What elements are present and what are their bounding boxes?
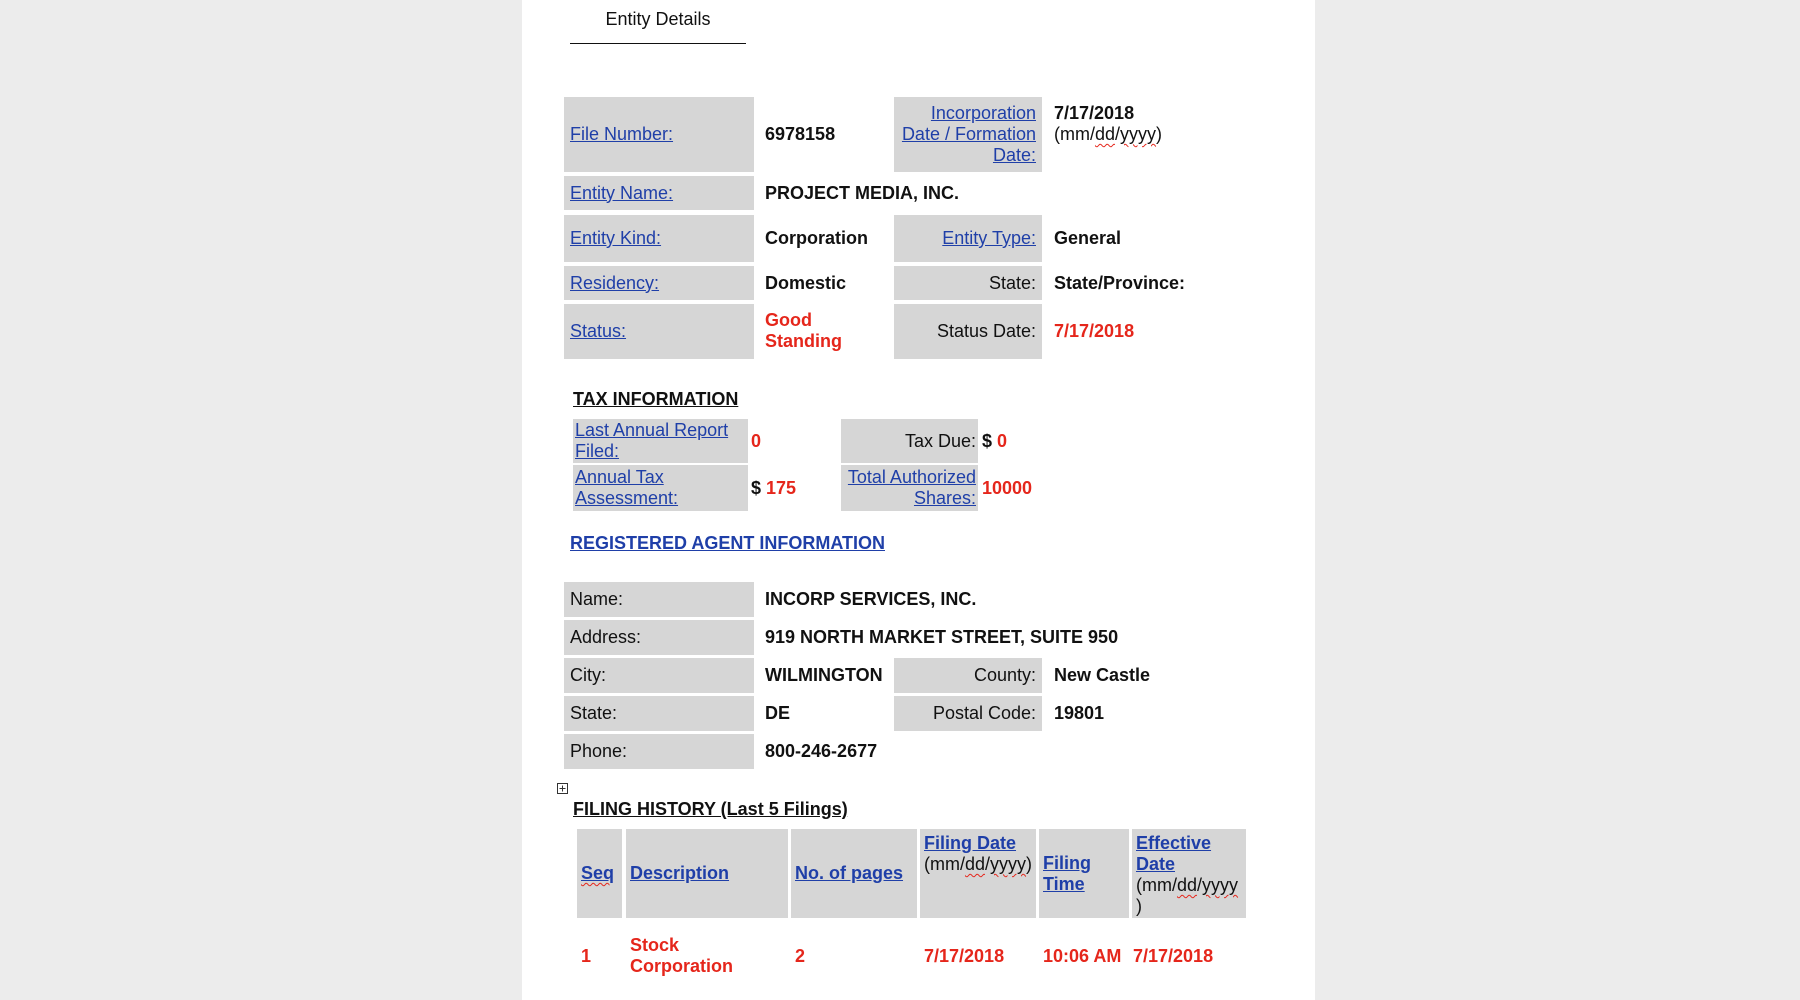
state-label: State: [894,266,1042,300]
row-seq: 1 [581,946,592,966]
effective-date-link[interactable]: Effective Date [1136,833,1212,874]
annual-tax-value: $ 175 [751,477,797,498]
entity-name-value: PROJECT MEDIA, INC. [765,182,960,203]
residency-value: Domestic [765,272,847,293]
status-value: Good Standing [765,310,842,351]
agent-city-label: City: [564,658,754,693]
pages-link[interactable]: No. of pages [795,863,904,883]
annual-tax-label [573,465,748,511]
entity-kind-value: Corporation [765,228,868,248]
registered-agent-heading[interactable]: REGISTERED AGENT INFORMATION [570,533,885,553]
agent-county-value: New Castle [1054,665,1151,685]
total-shares-value: 10000 [982,477,1033,498]
status-date-value: 7/17/2018 [1054,321,1135,341]
column-header-filing-time [1039,829,1129,918]
entity-type-link[interactable]: Entity Type: [942,228,1036,248]
incorporation-date-link[interactable]: Incorporation Date / Formation Date: [901,103,1036,165]
tax-due-value: $ 0 [982,430,1008,451]
entity-kind-link[interactable]: Entity Kind: [570,228,662,248]
agent-address-value: 919 NORTH MARKET STREET, SUITE 950 [765,627,1119,647]
document-page [522,0,1315,1000]
agent-city-value: WILMINGTON [765,665,883,685]
incorporation-date-label [894,97,1042,172]
agent-state-label: State: [564,696,754,731]
state-value: State/Province: [1054,272,1186,293]
agent-state-value: DE [765,703,791,723]
entity-type-label [894,215,1042,262]
row-effective-date: 7/17/2018 [1133,946,1214,966]
total-shares-label [841,465,978,511]
entity-name-link[interactable]: Entity Name: [570,182,674,203]
agent-phone-label: Phone: [564,734,754,769]
seq-link[interactable]: Seq [581,863,615,883]
tab-entity-details[interactable] [570,6,746,44]
entity-type-value: General [1054,228,1122,248]
file-number-value: 6978158 [765,124,836,144]
status-link[interactable]: Status: [570,321,627,341]
row-pages: 2 [795,946,806,966]
entity-name-label [564,176,754,210]
residency-label [564,266,754,300]
agent-address-label: Address: [564,620,754,655]
agent-name-value: INCORP SERVICES, INC. [765,589,977,609]
entity-kind-label [564,215,754,262]
agent-postal-code-value: 19801 [1054,703,1105,723]
column-header-filing-date: Filing Date (mm/dd/yyyy) [920,829,1036,918]
row-filing-time: 10:06 AM [1043,946,1122,966]
column-header-pages [791,829,917,918]
filing-history-heading: FILING HISTORY (Last 5 Filings) [573,799,848,819]
total-shares-link[interactable]: Total Authorized Shares: [847,467,976,508]
description-link[interactable]: Description [630,863,730,883]
incorporation-date-value: 7/17/2018 (mm/dd/yyyy) [1054,103,1163,144]
column-header-effective-date: Effective Date (mm/dd/yyyy ) [1132,829,1246,918]
last-annual-report-label [573,419,748,463]
date-format-hint: (mm/dd/yyyy) [1054,124,1163,144]
annual-tax-link[interactable]: Annual Tax Assessment: [575,467,679,508]
tax-information-heading: TAX INFORMATION [573,389,739,409]
residency-link[interactable]: Residency: [570,272,660,293]
file-number-label [564,97,754,172]
agent-phone-value: 800-246-2677 [765,741,878,761]
row-filing-date: 7/17/2018 [924,946,1005,966]
column-header-seq [577,829,622,918]
tab-label: Entity Details [605,9,711,29]
agent-county-label: County: [894,658,1042,693]
status-label [564,304,754,359]
row-description: Stock Corporation [630,935,733,976]
last-annual-report-value: 0 [751,430,762,451]
tax-due-label: Tax Due: [841,419,978,463]
column-header-description [626,829,788,918]
file-number-link[interactable]: File Number: [570,124,674,144]
last-annual-report-link[interactable]: Last Annual Report Filed: [575,420,729,461]
agent-name-label: Name: [564,582,754,617]
filing-date-link[interactable]: Filing Date [924,833,1017,853]
plus-box-icon[interactable] [557,783,568,794]
status-date-label: Status Date: [894,304,1042,359]
agent-postal-code-label: Postal Code: [894,696,1042,731]
filing-time-link[interactable]: Filing Time [1043,852,1091,894]
